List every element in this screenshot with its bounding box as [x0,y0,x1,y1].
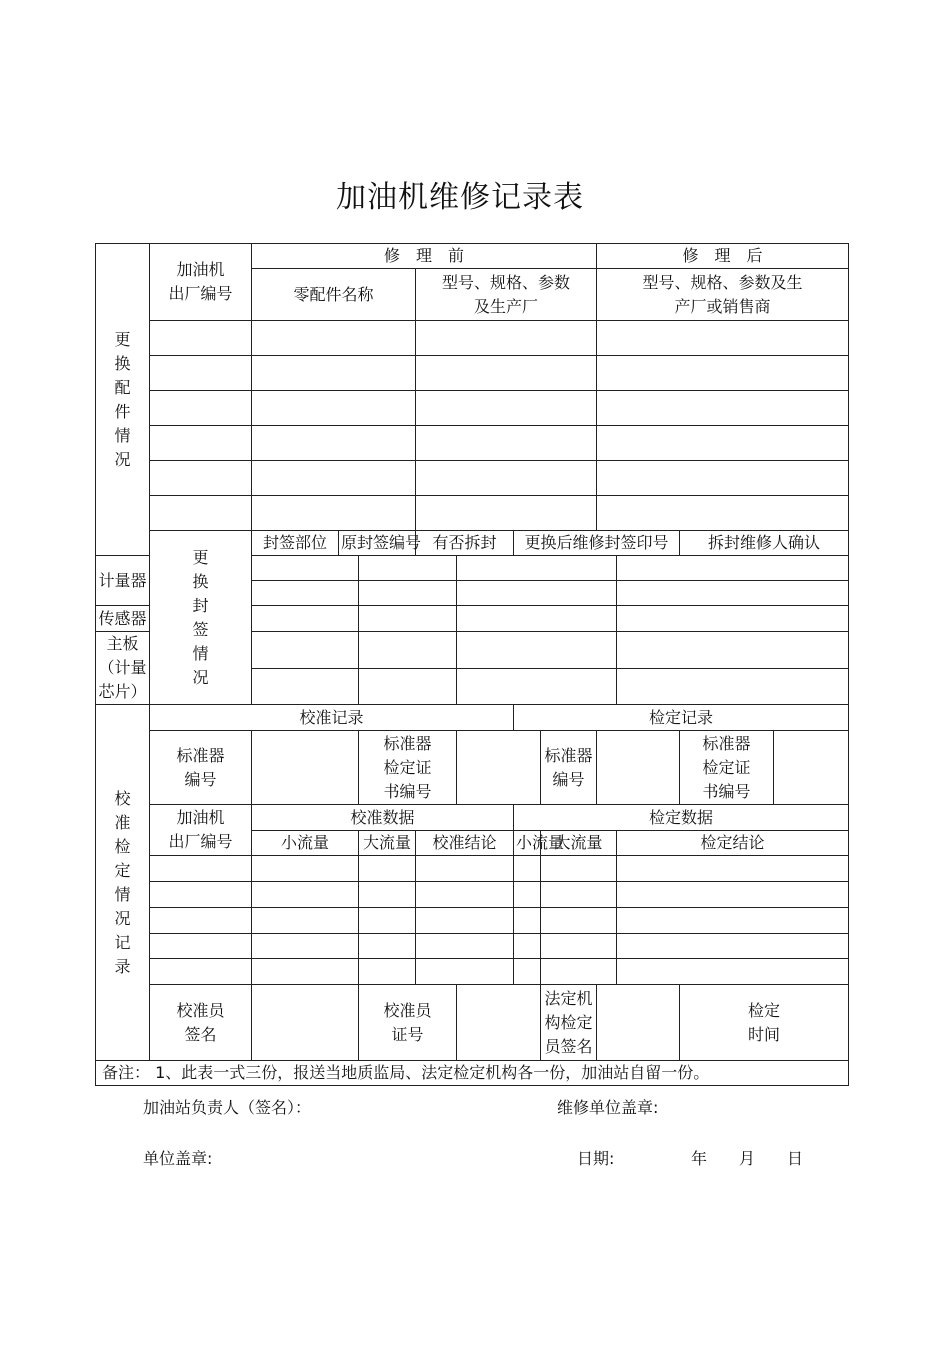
calib-side-label: 校 准 检 定 情 况 记 录 [96,705,150,1061]
repairer-confirm-header: 拆封维修人确认 [680,531,849,556]
verif-time-label: 检定 时间 [680,985,849,1061]
repair-record-table [95,243,849,1086]
after-spec-header: 型号、规格、参数及生 产厂或销售商 [597,269,849,321]
date-month-label: 月 [739,1149,756,1168]
calibrator-cert-label: 校准员 证号 [359,985,457,1061]
calibrator-cert-field[interactable] [457,985,541,1061]
verif-data-header: 检定数据 [514,805,849,831]
remarks-note: 备注： 1、此表一式三份，报送当地质监局、法定检定机构各一份，加油站自留一份。 [96,1061,849,1086]
table-row [96,461,849,496]
table-row [96,882,849,908]
verif-large-flow: 大流量 [541,831,617,856]
parts-side-label: 更 换 配 件 情 况 [96,244,150,556]
calib-dispenser-no-label: 加油机 出厂编号 [150,805,252,856]
table-row [96,934,849,959]
verif-record-header: 检定记录 [514,705,849,731]
calib-std-no-label: 标准器 编号 [150,731,252,805]
new-seal-no-header: 更换后维修封签印号 [514,531,680,556]
sensor-label: 传感器 [96,606,150,632]
meter-label: 计量器 [96,556,150,606]
calib-std-cert-label: 标准器 检定证 书编号 [359,731,457,805]
dispenser-no-header: 加油机 出厂编号 [150,244,252,321]
date-label: 日期: [577,1149,615,1168]
original-seal-no-header: 原封签编号 [339,531,416,556]
legal-verifier-sign-field[interactable] [597,985,680,1061]
verif-small-flow: 小流量 [514,831,541,856]
calib-record-header: 校准记录 [150,705,514,731]
repair-unit-seal-label: 维修单位盖章: [557,1098,659,1117]
calibrator-sign-label: 校准员 签名 [150,985,252,1061]
before-repair-header: 修 理 前 [252,244,597,269]
table-row [96,856,849,882]
verif-std-no-label: 标准器 编号 [541,731,597,805]
table-row [96,426,849,461]
after-repair-header: 修 理 后 [597,244,849,269]
station-head-sign-label: 加油站负责人（签名）： [143,1098,312,1117]
table-row [96,959,849,985]
seal-position-header: 封签部位 [252,531,339,556]
calib-data-header: 校准数据 [252,805,514,831]
table-row [96,356,849,391]
calib-conclusion: 校准结论 [416,831,514,856]
unsealed-header: 有否拆封 [416,531,514,556]
table-row [96,321,849,356]
legal-verifier-sign-label: 法定机 构检定 员签名 [541,985,597,1061]
table-row [96,496,849,531]
form-title: 加油机维修记录表 [336,180,584,215]
date-year-label: 年 [691,1149,708,1168]
date-day-label: 日 [787,1149,804,1168]
table-row [96,908,849,934]
mainboard-label: 主板（计量 芯片） [96,632,150,705]
calib-small-flow: 小流量 [252,831,359,856]
verif-conclusion: 检定结论 [617,831,849,856]
calibrator-sign-field[interactable] [252,985,359,1061]
calib-large-flow: 大流量 [359,831,416,856]
table-row [96,391,849,426]
before-spec-header: 型号、规格、参数 及生产厂 [416,269,597,321]
verif-std-cert-label: 标准器 检定证 书编号 [680,731,774,805]
seal-side-label: 更 换 封 签 情 况 [150,531,252,705]
unit-seal-label: 单位盖章: [143,1149,213,1168]
part-name-header: 零配件名称 [252,269,416,321]
